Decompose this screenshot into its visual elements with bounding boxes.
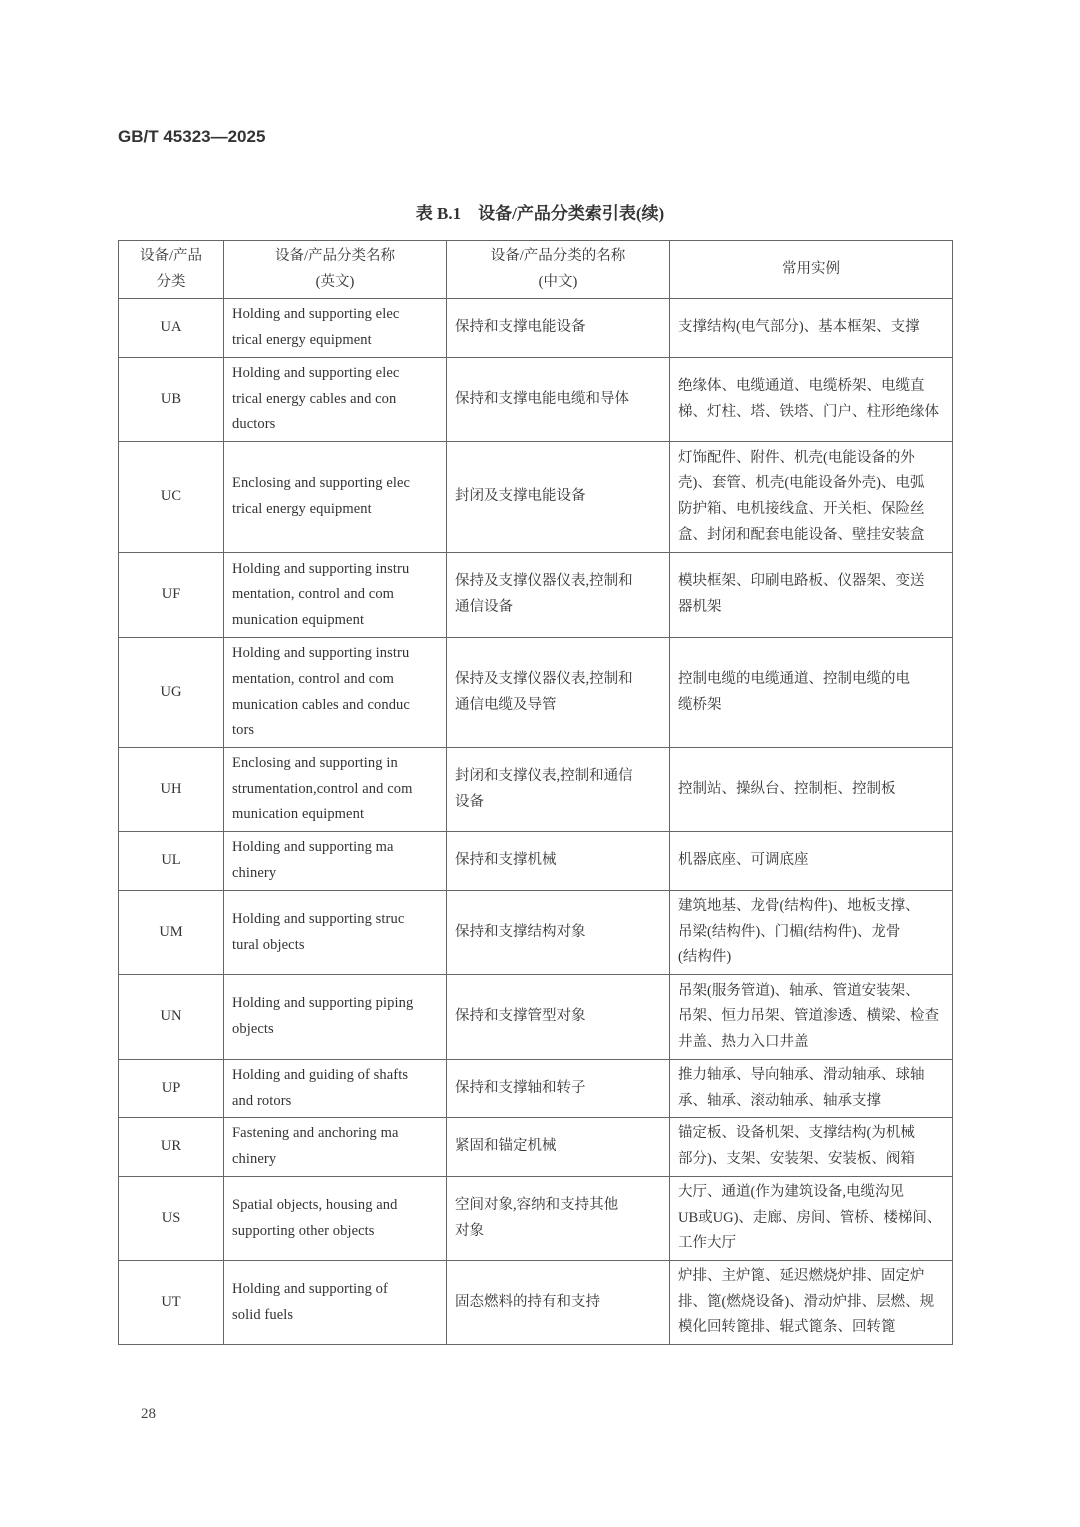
common-examples: 机器底座、可调底座 xyxy=(670,832,953,891)
category-code: UL xyxy=(119,832,224,891)
english-name: Holding and supporting instru mentation, control and com munication equipment xyxy=(224,553,447,638)
chinese-name: 固态燃料的持有和支持 xyxy=(447,1261,670,1345)
common-examples: 炉排、主炉篦、延迟燃烧炉排、固定炉 排、篦(燃烧设备)、滑动炉排、层燃、规 模化回转篦排、辊式篦条、回转篦 xyxy=(670,1261,953,1345)
column-header-english-name: 设备/产品分类名称 (英文) xyxy=(224,241,447,299)
chinese-name: 保持及支撑仪器仪表,控制和 通信设备 xyxy=(447,553,670,638)
common-examples: 大厅、通道(作为建筑设备,电缆沟见 UB或UG)、走廊、房间、管桥、楼梯间、 工作大厅 xyxy=(670,1177,953,1261)
chinese-name: 封闭和支撑仪表,控制和通信 设备 xyxy=(447,748,670,832)
chinese-name: 紧固和锚定机械 xyxy=(447,1118,670,1177)
common-examples: 支撑结构(电气部分)、基本框架、支撑 xyxy=(670,299,953,358)
category-code: UF xyxy=(119,553,224,638)
common-examples: 控制电缆的电缆通道、控制电缆的电 缆桥架 xyxy=(670,638,953,748)
table-row xyxy=(119,638,953,748)
english-name: Holding and supporting piping objects xyxy=(224,975,447,1060)
english-name: Holding and supporting instru mentation, control and com munication cables and conduc tors xyxy=(224,638,447,748)
english-name: Enclosing and supporting in strumentation,control and com munication equipment xyxy=(224,748,447,832)
english-name: Holding and supporting struc tural objects xyxy=(224,891,447,975)
english-name: Enclosing and supporting elec trical energy equipment xyxy=(224,442,447,553)
column-header-examples: 常用实例 xyxy=(670,241,953,299)
chinese-name: 空间对象,容纳和支持其他 对象 xyxy=(447,1177,670,1261)
chinese-name: 保持和支撑轴和转子 xyxy=(447,1060,670,1118)
english-name: Holding and supporting elec trical energy cables and con ductors xyxy=(224,358,447,442)
common-examples: 推力轴承、导向轴承、滑动轴承、球轴 承、轴承、滚动轴承、轴承支撑 xyxy=(670,1060,953,1118)
category-code: UB xyxy=(119,358,224,442)
english-name: Fastening and anchoring ma chinery xyxy=(224,1118,447,1177)
chinese-name: 保持和支撑管型对象 xyxy=(447,975,670,1060)
category-code: UG xyxy=(119,638,224,748)
table-row xyxy=(119,358,953,442)
column-header-code: 设备/产品 分类 xyxy=(119,241,224,299)
column-header-chinese-name: 设备/产品分类的名称 (中文) xyxy=(447,241,670,299)
table-row xyxy=(119,442,953,553)
table-row xyxy=(119,748,953,832)
common-examples: 绝缘体、电缆通道、电缆桥架、电缆直 梯、灯柱、塔、铁塔、门户、柱形绝缘体 xyxy=(670,358,953,442)
category-code: US xyxy=(119,1177,224,1261)
chinese-name: 保持和支撑结构对象 xyxy=(447,891,670,975)
english-name: Spatial objects, housing and supporting other objects xyxy=(224,1177,447,1261)
chinese-name: 保持和支撑电能电缆和导体 xyxy=(447,358,670,442)
common-examples: 模块框架、印刷电路板、仪器架、变送 器机架 xyxy=(670,553,953,638)
category-code: UP xyxy=(119,1060,224,1118)
table-caption: 表 B.1 设备/产品分类索引表(续) xyxy=(415,204,665,223)
category-code: UN xyxy=(119,975,224,1060)
chinese-name: 封闭及支撑电能设备 xyxy=(447,442,670,553)
category-code: UM xyxy=(119,891,224,975)
english-name: Holding and supporting ma chinery xyxy=(224,832,447,891)
table-row xyxy=(119,1261,953,1345)
table-row xyxy=(119,299,953,358)
common-examples: 吊架(服务管道)、轴承、管道安装架、 吊架、恒力吊架、管道渗透、横梁、检查 井盖、热力入口井盖 xyxy=(670,975,953,1060)
category-code: UA xyxy=(119,299,224,358)
table-row xyxy=(119,1177,953,1261)
table-row xyxy=(119,832,953,891)
category-code: UH xyxy=(119,748,224,832)
classification-index-table xyxy=(118,240,953,1345)
english-name: Holding and guiding of shafts and rotors xyxy=(224,1060,447,1118)
category-code: UC xyxy=(119,442,224,553)
chinese-name: 保持和支撑电能设备 xyxy=(447,299,670,358)
category-code: UR xyxy=(119,1118,224,1177)
common-examples: 控制站、操纵台、控制柜、控制板 xyxy=(670,748,953,832)
table-row xyxy=(119,1118,953,1177)
table-header-row xyxy=(119,241,953,299)
table-row xyxy=(119,553,953,638)
standard-number: GB/T 45323—2025 xyxy=(118,127,266,146)
english-name: Holding and supporting elec trical energy equipment xyxy=(224,299,447,358)
table-row xyxy=(119,975,953,1060)
common-examples: 灯饰配件、附件、机壳(电能设备的外 壳)、套管、机壳(电能设备外壳)、电弧 防护箱、电机接线盒、开关柜、保险丝 盒、封闭和配套电能设备、壁挂安装盒 xyxy=(670,442,953,553)
table-row xyxy=(119,1060,953,1118)
common-examples: 锚定板、设备机架、支撑结构(为机械 部分)、支架、安装架、安装板、阀箱 xyxy=(670,1118,953,1177)
chinese-name: 保持及支撑仪器仪表,控制和 通信电缆及导管 xyxy=(447,638,670,748)
chinese-name: 保持和支撑机械 xyxy=(447,832,670,891)
english-name: Holding and supporting of solid fuels xyxy=(224,1261,447,1345)
category-code: UT xyxy=(119,1261,224,1345)
table-row xyxy=(119,891,953,975)
page-number: 28 xyxy=(141,1406,156,1422)
common-examples: 建筑地基、龙骨(结构件)、地板支撑、 吊梁(结构件)、门楣(结构件)、龙骨 (结构件) xyxy=(670,891,953,975)
